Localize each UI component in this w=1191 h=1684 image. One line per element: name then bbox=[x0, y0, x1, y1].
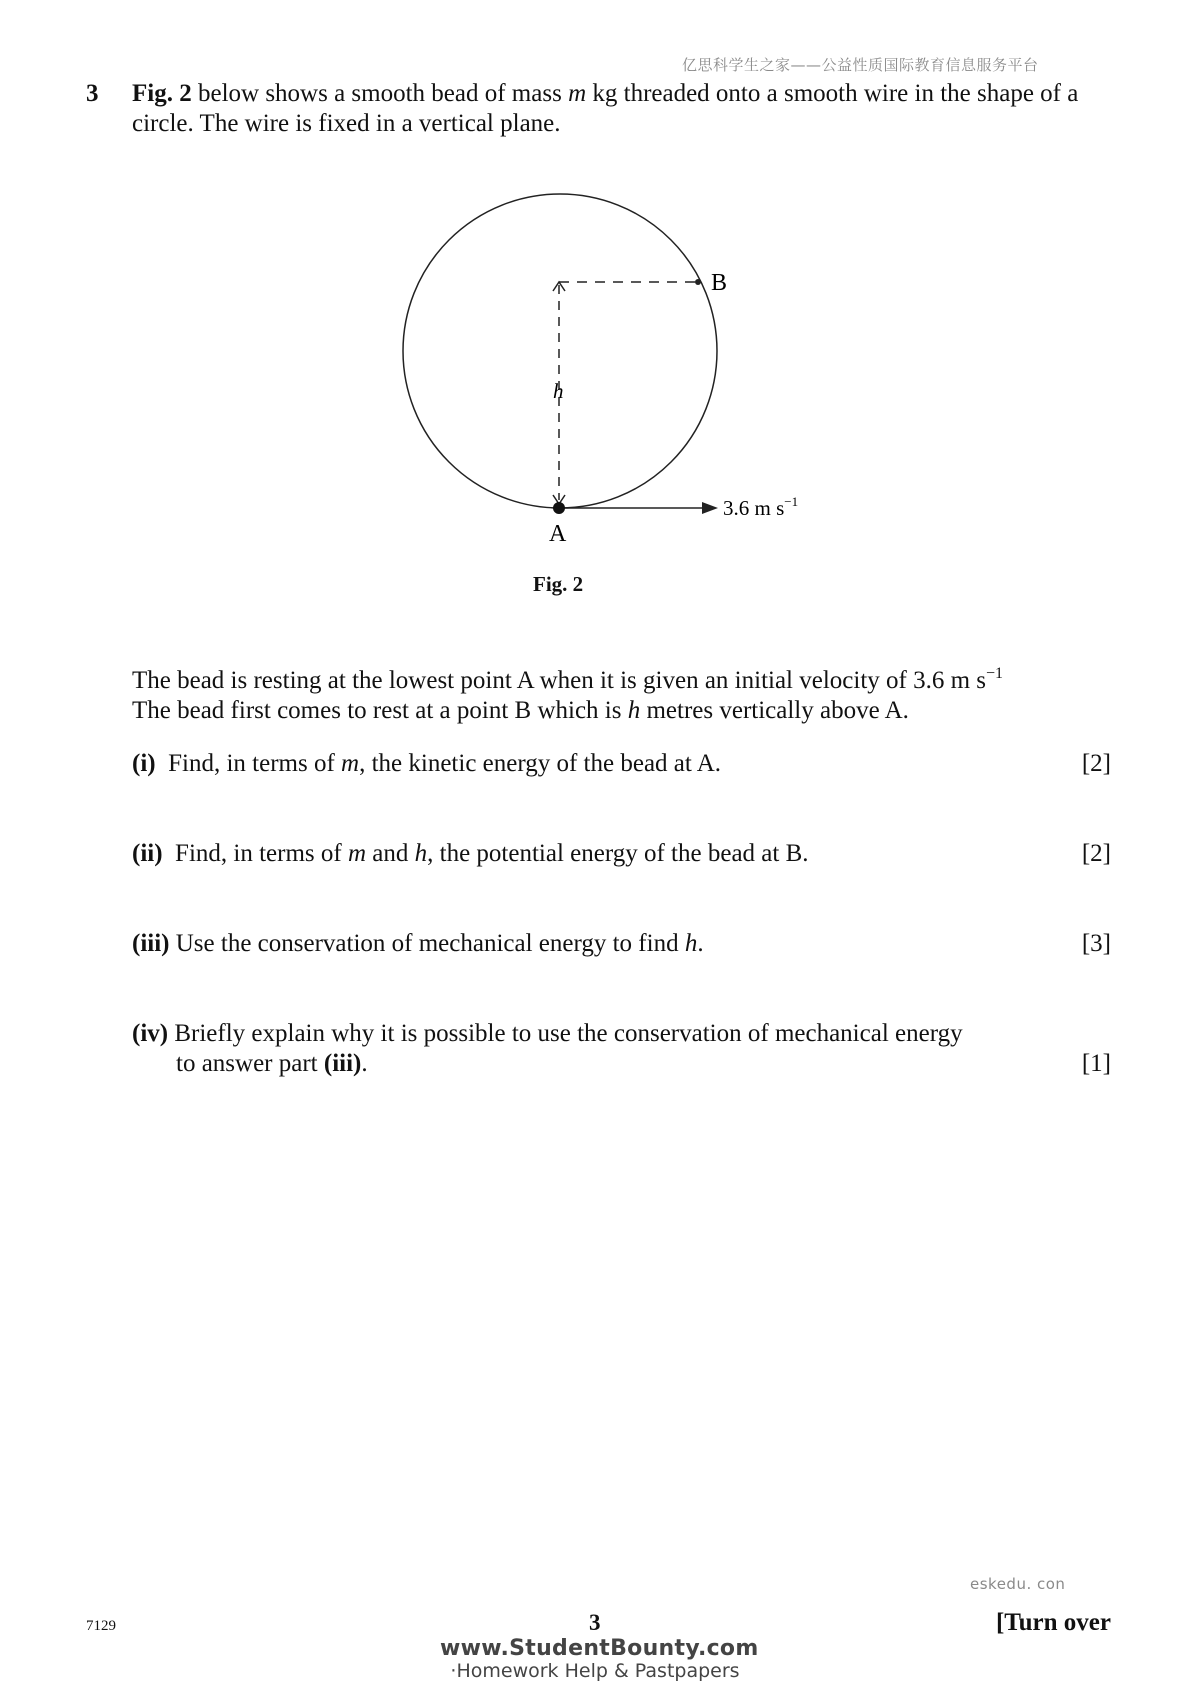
paper-code: 7129 bbox=[86, 1618, 116, 1634]
paragraph-line-2 bbox=[132, 696, 1122, 726]
part-ii-marks: [2] bbox=[1081, 840, 1111, 867]
part-iii bbox=[132, 929, 1032, 959]
label-a: A bbox=[549, 521, 567, 547]
part-ii bbox=[132, 839, 1032, 869]
velocity-value: 3.6 m s bbox=[723, 496, 785, 520]
part-iv-ref: (iii) bbox=[323, 1050, 362, 1077]
point-b-dot bbox=[695, 279, 701, 285]
part-iv-text-c: to answer part bbox=[176, 1050, 324, 1077]
part-iv-text-d: . bbox=[361, 1050, 368, 1077]
paragraph-line-2-text-b: metres vertically above A. bbox=[640, 697, 909, 724]
bead bbox=[553, 502, 565, 514]
part-i-var-m: m bbox=[341, 750, 360, 777]
label-b: B bbox=[711, 270, 728, 296]
part-i-text-a: Find, in terms of bbox=[168, 750, 342, 777]
studentbounty-watermark bbox=[440, 1636, 759, 1682]
part-ii-var-h: h bbox=[414, 840, 428, 867]
wire-circle bbox=[403, 194, 717, 508]
part-ii-text-b: , the potential energy of the bead at B. bbox=[427, 840, 809, 867]
paragraph-line-1 bbox=[132, 659, 1122, 696]
watermark-top: 亿思科学生之家——公益性质国际教育信息服务平台 bbox=[682, 56, 1039, 74]
part-ii-label: (ii) bbox=[132, 840, 163, 867]
velocity-exponent: −1 bbox=[784, 494, 799, 509]
part-ii-text-a: Find, in terms of bbox=[175, 840, 348, 867]
label-h: h bbox=[553, 379, 564, 403]
part-iv-marks: [1] bbox=[1081, 1050, 1111, 1077]
intro-text-1: below shows a smooth bead of mass bbox=[191, 80, 569, 107]
var-h: h bbox=[627, 697, 641, 724]
part-i-marks: [2] bbox=[1081, 750, 1111, 777]
var-m: m bbox=[568, 80, 587, 107]
question-number: 3 bbox=[86, 80, 99, 107]
part-iv-line-2 bbox=[132, 1049, 1032, 1079]
page-number: 3 bbox=[589, 1610, 601, 1635]
part-iii-text-a: Use the conservation of mechanical energy to find bbox=[175, 930, 685, 957]
studentbounty-url: www.StudentBounty.com bbox=[440, 1636, 759, 1661]
velocity-arrowhead bbox=[702, 502, 718, 514]
studentbounty-tagline: ·Homework Help & Pastpapers bbox=[450, 1660, 740, 1682]
turn-over: [Turn over bbox=[995, 1609, 1111, 1636]
velocity-label bbox=[723, 494, 798, 520]
part-iv-line-1 bbox=[132, 1019, 1032, 1049]
part-iii-marks: [3] bbox=[1081, 930, 1111, 957]
figure-caption: Fig. 2 bbox=[533, 572, 584, 596]
paragraph-line-1-exponent: −1 bbox=[986, 665, 1004, 682]
figure-2-diagram bbox=[0, 0, 1191, 620]
part-i-label: (i) bbox=[132, 750, 156, 777]
intro-text-2: kg threaded onto a smooth wire in the shape of a circle. The wire is fixed in a vertical plane. bbox=[132, 80, 1079, 137]
context-paragraph bbox=[132, 659, 1122, 726]
part-iv-text-a: Briefly explain why it is possible to use the conservation of mechanical energy bbox=[174, 1020, 963, 1047]
part-i-text-b: , the kinetic energy of the bead at A. bbox=[359, 750, 722, 777]
part-iii-var-h: h bbox=[684, 930, 698, 957]
paragraph-line-1-text: The bead is resting at the lowest point A when it is given an initial velocity of 3.6 m s bbox=[132, 667, 987, 694]
part-iv bbox=[132, 1019, 1032, 1079]
part-ii-text-mid: and bbox=[366, 840, 415, 867]
part-iv-label: (iv) bbox=[132, 1020, 169, 1047]
watermark-bottom: eskedu. con bbox=[970, 1575, 1066, 1593]
part-iii-label: (iii) bbox=[132, 930, 170, 957]
part-iii-text-b: . bbox=[697, 930, 704, 957]
fig-reference: Fig. 2 bbox=[132, 80, 192, 107]
part-i bbox=[132, 749, 1032, 779]
paragraph-line-2-text-a: The bead first comes to rest at a point B which is bbox=[132, 697, 628, 724]
part-ii-var-m: m bbox=[347, 840, 367, 867]
